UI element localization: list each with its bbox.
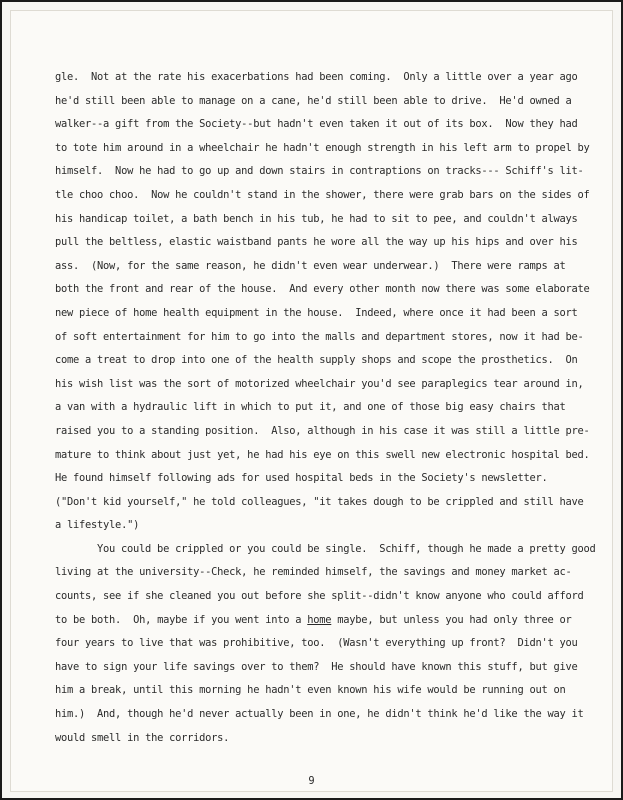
paragraph-2-line-8: him.) And, though he'd never actually been in one, he didn't think he'd like the way it (55, 708, 584, 721)
paragraph-1-line-3: walker--a gift from the Society--but hadn't even taken it out of its box. Now they had (55, 118, 578, 131)
paragraph-1-line-20: a lifestyle.") (55, 519, 140, 532)
paragraph-1-line-1: gle. Not at the rate his exacerbations had been coming. Only a little over a year ago (55, 71, 578, 83)
paragraph-1-line-7: his handicap toilet, a bath bench in his tub, he had to sit to pee, and couldn't always (55, 212, 578, 225)
line-4-text-after: maybe, but unless you had only three or (331, 613, 572, 626)
paragraph-2-line-2: living at the university--Check, he reminded himself, the savings and money market ac- (55, 566, 572, 579)
paragraph-1-line-8: pull the beltless, elastic waistband pants he wore all the way up his hips and over his (55, 236, 578, 249)
paragraph-1-line-10: both the front and rear of the house. And every other month now there was some elaborate (55, 283, 590, 296)
paragraph-2-line-9: would smell in the corridors. (55, 731, 230, 744)
paragraph-2-line-7: him a break, until this morning he hadn't even known his wife would be running out on (55, 684, 566, 697)
paragraph-1-line-19: ("Don't kid yourself," he told colleagues, "it takes dough to be crippled and still have (55, 495, 584, 508)
line-4-text-before: to be both. Oh, maybe if you went into a (55, 613, 308, 626)
page-number: 9 (308, 775, 315, 787)
paragraph-1-line-9: ass. (Now, for the same reason, he didn't even wear underwear.) There were ramps at (55, 259, 566, 272)
paragraph-2-line-5: four years to live that was prohibitive, too. (Wasn't everything up front? Didn't you (55, 637, 578, 650)
typed-text-body (55, 66, 595, 750)
paragraph-1-line-4: to tote him around in a wheelchair he hadn't enough strength in his left arm to propel by (55, 141, 590, 154)
paragraph-1-line-11: new piece of home health equipment in the house. Indeed, where once it had been a sort (55, 306, 578, 319)
paragraph-1-line-6: tle choo choo. Now he couldn't stand in the shower, there were grab bars on the sides of (55, 188, 590, 201)
paper-sheet (10, 10, 613, 792)
paragraph-1-line-16: raised you to a standing position. Also, although in his case it was still a little pre- (55, 424, 590, 437)
paragraph-1-line-12: of soft entertainment for him to go into the malls and department stores, now it had be- (55, 330, 584, 343)
paragraph-2-line-6: have to sign your life savings over to them? He should have known this stuff, but give (55, 660, 578, 673)
paragraph-2-line-3: counts, see if she cleaned you out before she split--didn't know anyone who could afford (55, 590, 584, 603)
paragraph-1-line-14: his wish list was the sort of motorized wheelchair you'd see paraplegics tear around in, (55, 377, 584, 390)
paragraph-2-line-1: You could be crippled or you could be single. Schiff, though he made a pretty good (97, 542, 595, 555)
paragraph-1-line-5: himself. Now he had to go up and down stairs in contraptions on tracks--- Schiff's lit- (55, 165, 584, 178)
paragraph-1-line-17: mature to think about just yet, he had his eye on this swell new electronic hospital bed. (55, 448, 590, 461)
paragraph-1-line-18: He found himself following ads for used hospital beds in the Society's newsletter. (55, 472, 548, 485)
paragraph-1-line-2: he'd still been able to manage on a cane, he'd still been able to drive. He'd owned a (55, 94, 572, 107)
paragraph-1-line-15: a van with a hydraulic lift in which to put it, and one of those big easy chairs that (55, 401, 566, 414)
paragraph-1-line-13: come a treat to drop into one of the health supply shops and scope the prosthetics. On (55, 354, 578, 367)
underlined-word-home: home (307, 613, 332, 626)
paragraph-2-line-4 (55, 609, 595, 633)
